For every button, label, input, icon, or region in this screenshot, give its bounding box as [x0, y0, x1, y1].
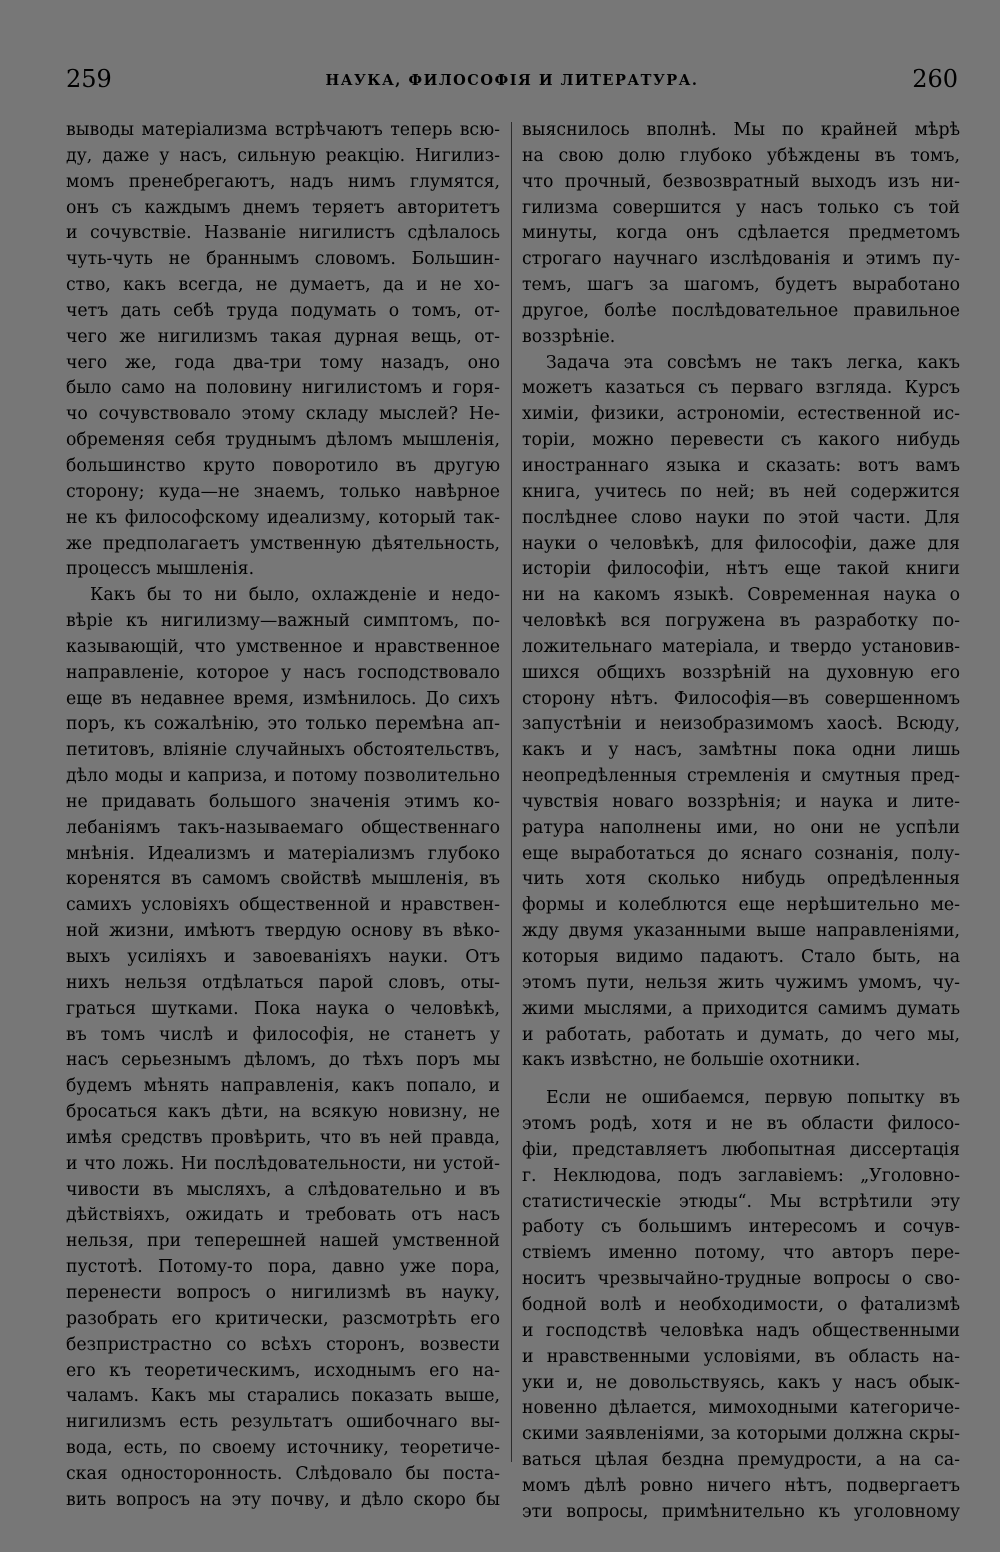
text-line: торіи, можно перевести съ какого нибудь: [522, 430, 960, 451]
text-line: самихъ условіяхъ общественной и нравствен-: [66, 895, 500, 916]
text-line: процессъ мышленія.: [66, 559, 255, 580]
text-line: которыя видимо падаютъ. Стало быть, на: [522, 947, 960, 967]
text-line: ной жизни, имѣютъ твердую основу въ вѣко-: [66, 921, 500, 942]
text-line: вѣріе къ нигилизму—важный симптомъ, по-: [66, 611, 500, 632]
text-line: фіи, представляетъ любопытная диссертація: [522, 1139, 960, 1160]
text-line: бросаться какъ дѣти, на всякую новизну, не: [66, 1102, 500, 1123]
text-line: на свою долю глубоко убѣждены въ томъ,: [522, 145, 960, 166]
text-line: ложительнаго матеріала, и твердо установив-: [522, 636, 960, 657]
text-line: выводы матеріализма встрѣчаютъ теперь всю-: [66, 120, 500, 140]
text-line: и нравственными условіями, въ область на-: [522, 1346, 960, 1367]
text-line: не къ философскому идеализму, который так-: [66, 507, 500, 528]
text-line: что прочный, безвозвратный выходъ изъ ни-: [522, 171, 960, 192]
text-line: большинство круто поворотило въ другую: [66, 455, 500, 476]
text-line: сторону; куда—не знаемъ, только навѣрное: [66, 481, 500, 502]
text-line: дѣйствіяхъ, ожидать и требовать отъ насъ: [66, 1205, 500, 1226]
text-line: вить вопросъ на эту почву, и дѣло скоро бы: [66, 1489, 500, 1510]
text-line: книга, учитесь по ней; въ ней содержится: [522, 481, 960, 502]
text-line: этомъ пути, нельзя жить чужимъ умомъ, чу-: [522, 972, 960, 993]
text-line: чо сочувствовало этому складу мыслей? Не-: [66, 404, 500, 425]
text-line: минуты, когда онъ сдѣлается предметомъ: [522, 223, 960, 244]
text-line: скими заявленіями, за которыми должна скры-: [522, 1424, 960, 1445]
text-line: жими мыслями, а приходится самимъ думать: [522, 998, 960, 1019]
paragraph-gap: [522, 1074, 960, 1086]
text-line: г. Неклюдова, подъ заглавіемъ: „Уголовно-: [522, 1165, 960, 1186]
text-line: строгаго научнаго изслѣдованія и этимъ пу-: [522, 249, 960, 270]
right-column: [522, 118, 960, 1526]
text-line: перенести вопросъ о нигилизмѣ въ науку,: [66, 1282, 500, 1303]
text-line: жду двумя указанными выше направленіями,: [522, 921, 960, 942]
text-line: иностраннаго языка и сказать: вотъ вамъ: [522, 455, 960, 476]
text-line: момъ дѣлѣ ровно ничего нѣтъ, подвергаетъ: [522, 1475, 960, 1496]
text-line: обременяя себя труднымъ дѣломъ мышленія,: [66, 430, 500, 451]
text-line: дѣло моды и каприза, и потому позволительно: [66, 766, 500, 787]
text-line: чить хотя сколько нибудь опредѣленныя: [522, 869, 960, 890]
text-line: чаламъ. Какъ мы старались показать выше,: [66, 1386, 500, 1407]
running-title: НАУКА, ФИЛОСОФІЯ И ЛИТЕРАТУРА.: [325, 72, 699, 89]
text-line: выхъ усиліяхъ и завоеваніяхъ науки. Отъ: [66, 947, 500, 967]
text-line: статистическіе этюды“. Мы встрѣтили эту: [522, 1191, 960, 1212]
text-line: сторону нѣтъ. Философія—въ совершенномъ: [522, 688, 960, 709]
text-line: мнѣнія. Идеализмъ и матеріализмъ глубоко: [66, 843, 500, 864]
text-line: поръ, къ сожалѣнію, это только перемѣна ап-: [66, 714, 500, 735]
text-line: ратура наполнены ими, но они не успѣли: [522, 817, 960, 838]
text-line: ни на какомъ языкѣ. Современная наука о: [522, 585, 960, 606]
text-line: петитовъ, вліяніе случайныхъ обстоятельствъ,: [66, 740, 500, 761]
text-line: запустѣніи и неизобразимомъ хаосѣ. Всюду,: [522, 714, 960, 735]
text-line: въ томъ числѣ и философія, не станетъ у: [66, 1024, 500, 1045]
text-line: нигилизмъ есть результатъ ошибочнаго вы-: [66, 1412, 500, 1433]
text-line: другое, болѣе послѣдовательное правильное: [522, 300, 960, 321]
text-line: этомъ родѣ, хотя и не въ области филосо-: [522, 1114, 960, 1135]
text-line: Если не ошибаемся, первую попытку въ: [546, 1088, 960, 1109]
text-line: еще выработаться до яснаго сознанія, полу-: [522, 843, 960, 864]
left-column: [66, 118, 500, 1514]
text-line: не придавать большого значенія этимъ ко-: [66, 791, 500, 812]
text-line: Задача эта совсѣмъ не такъ легка, какъ: [546, 352, 960, 373]
text-line: формы и колеблются еще нерѣшительно ме-: [522, 895, 960, 916]
text-line: эти вопросы, примѣнительно къ уголовному: [522, 1501, 960, 1522]
page-header: [66, 66, 958, 96]
text-line: момъ пренебрегаютъ, надъ нимъ глумятся,: [66, 171, 500, 192]
text-line: носитъ чрезвычайно-трудные вопросы о сво-: [522, 1269, 960, 1290]
text-line: человѣкѣ вся погружена въ разработку по-: [522, 611, 960, 632]
text-line: ваться цѣлая бездна премудрости, а на са-: [522, 1450, 960, 1471]
text-line: казывающій, что умственное и нравственное: [66, 636, 500, 657]
text-line: неопредѣленныя стремленія и смутныя пред-: [522, 766, 960, 787]
text-line: чивости въ мысляхъ, а слѣдовательно и въ: [66, 1179, 500, 1200]
text-line: и что ложь. Ни послѣдовательности, ни устой-: [66, 1153, 500, 1174]
text-line: какъ и у насъ, замѣтны пока одни лишь: [522, 740, 960, 761]
text-line: нельзя, при теперешней нашей умственной: [66, 1231, 500, 1252]
text-line: имѣя средствъ провѣрить, что въ ней правда,: [66, 1127, 500, 1148]
text-line: и сочувствіе. Названіе нигилистъ сдѣлалось: [66, 223, 500, 244]
text-line: безпристрастно со всѣхъ сторонъ, возвести: [66, 1334, 500, 1355]
text-line: его къ теоретическимъ, исходнымъ его на-: [66, 1360, 500, 1381]
text-line: новенно дѣлается, мимоходными категориче-: [522, 1398, 960, 1419]
text-line: нихъ нельзя отдѣлаться парой словъ, оты-: [66, 972, 500, 993]
text-line: будемъ мѣнять направленія, какъ попало, и: [66, 1076, 500, 1097]
text-line: шихся общихъ воззрѣній на духовную его: [522, 662, 960, 683]
text-line: ская односторонность. Слѣдовало бы поста-: [66, 1463, 500, 1484]
text-line: было само на половину нигилистомъ и горя-: [66, 378, 500, 399]
text-line: чего же нигилизмъ такая дурная вещь, от-: [66, 326, 500, 347]
text-line: чуть-чуть не браннымъ словомъ. Большин-: [66, 249, 500, 270]
text-line: разобрать его критически, разсмотрѣть его: [66, 1308, 500, 1329]
text-line: выяснилось вполнѣ. Мы по крайней мѣрѣ: [522, 120, 960, 140]
text-line: послѣднее слово науки по этой части. Для: [522, 507, 960, 528]
text-line: еще въ недавнее время, измѣнилось. До сихъ: [66, 688, 500, 709]
text-line: уки и, не довольствуясь, какъ у насъ обык-: [522, 1372, 960, 1393]
text-line: пустотѣ. Потому-то пора, давно уже пора,: [66, 1257, 500, 1278]
text-line: вода, есть, по своему источнику, теоретиче-: [66, 1438, 500, 1459]
text-line: можетъ казаться съ перваго взгляда. Курсъ: [522, 378, 960, 399]
text-line: чувствія новаго воззрѣнія; и наука и лите-: [522, 791, 960, 812]
text-line: коренятся въ самомъ свойствѣ мышленія, въ: [66, 869, 500, 890]
column-divider: [511, 122, 512, 1462]
text-line: темъ, шагъ за шагомъ, будетъ выработано: [522, 275, 960, 296]
text-line: воззрѣніе.: [522, 326, 616, 347]
text-line: ствіемъ именно потому, что авторъ пере-: [522, 1243, 960, 1264]
text-line: гилизма совершится у насъ только съ той: [522, 197, 960, 218]
text-line: граться шутками. Пока наука о человѣкѣ,: [66, 998, 500, 1019]
page-number-left: 259: [66, 65, 112, 93]
text-line: чего же, года два-три тому назадъ, оно: [66, 352, 500, 373]
text-line: науки о человѣкѣ, для философіи, даже для: [522, 533, 960, 554]
text-line: ство, какъ всегда, не думаетъ, да и не хо-: [66, 275, 500, 296]
text-line: работу съ большимъ интересомъ и сочув-: [522, 1217, 960, 1238]
text-line: направленіе, которое у насъ господствовало: [66, 662, 500, 683]
text-line: же предполагаетъ умственную дѣятельность,: [66, 533, 500, 554]
text-line: ду, даже у насъ, сильную реакцію. Нигилиз-: [66, 145, 500, 166]
text-line: бодной волѣ и необходимости, о фатализмѣ: [522, 1294, 960, 1315]
text-line: лебаніямъ такъ-называемаго общественнаго: [66, 817, 500, 838]
text-line: онъ съ каждымъ днемъ теряетъ авторитетъ: [66, 197, 500, 218]
text-line: четъ дать себѣ труда подумать о томъ, от-: [66, 300, 500, 321]
text-line: химіи, физики, астрономіи, естественной ис-: [522, 404, 960, 425]
text-line: и работать, работать и думать, до чего мы,: [522, 1024, 960, 1045]
page-number-right: 260: [912, 65, 958, 93]
text-line: исторіи философіи, нѣтъ еще такой книги: [522, 559, 960, 580]
text-line: какъ извѣстно, не большіе охотники.: [522, 1050, 861, 1071]
text-line: и господствѣ человѣка надъ общественными: [522, 1320, 960, 1341]
text-line: Какъ бы то ни было, охлажденіе и недо-: [90, 585, 500, 606]
text-line: насъ серьезнымъ дѣломъ, до тѣхъ поръ мы: [66, 1050, 500, 1071]
